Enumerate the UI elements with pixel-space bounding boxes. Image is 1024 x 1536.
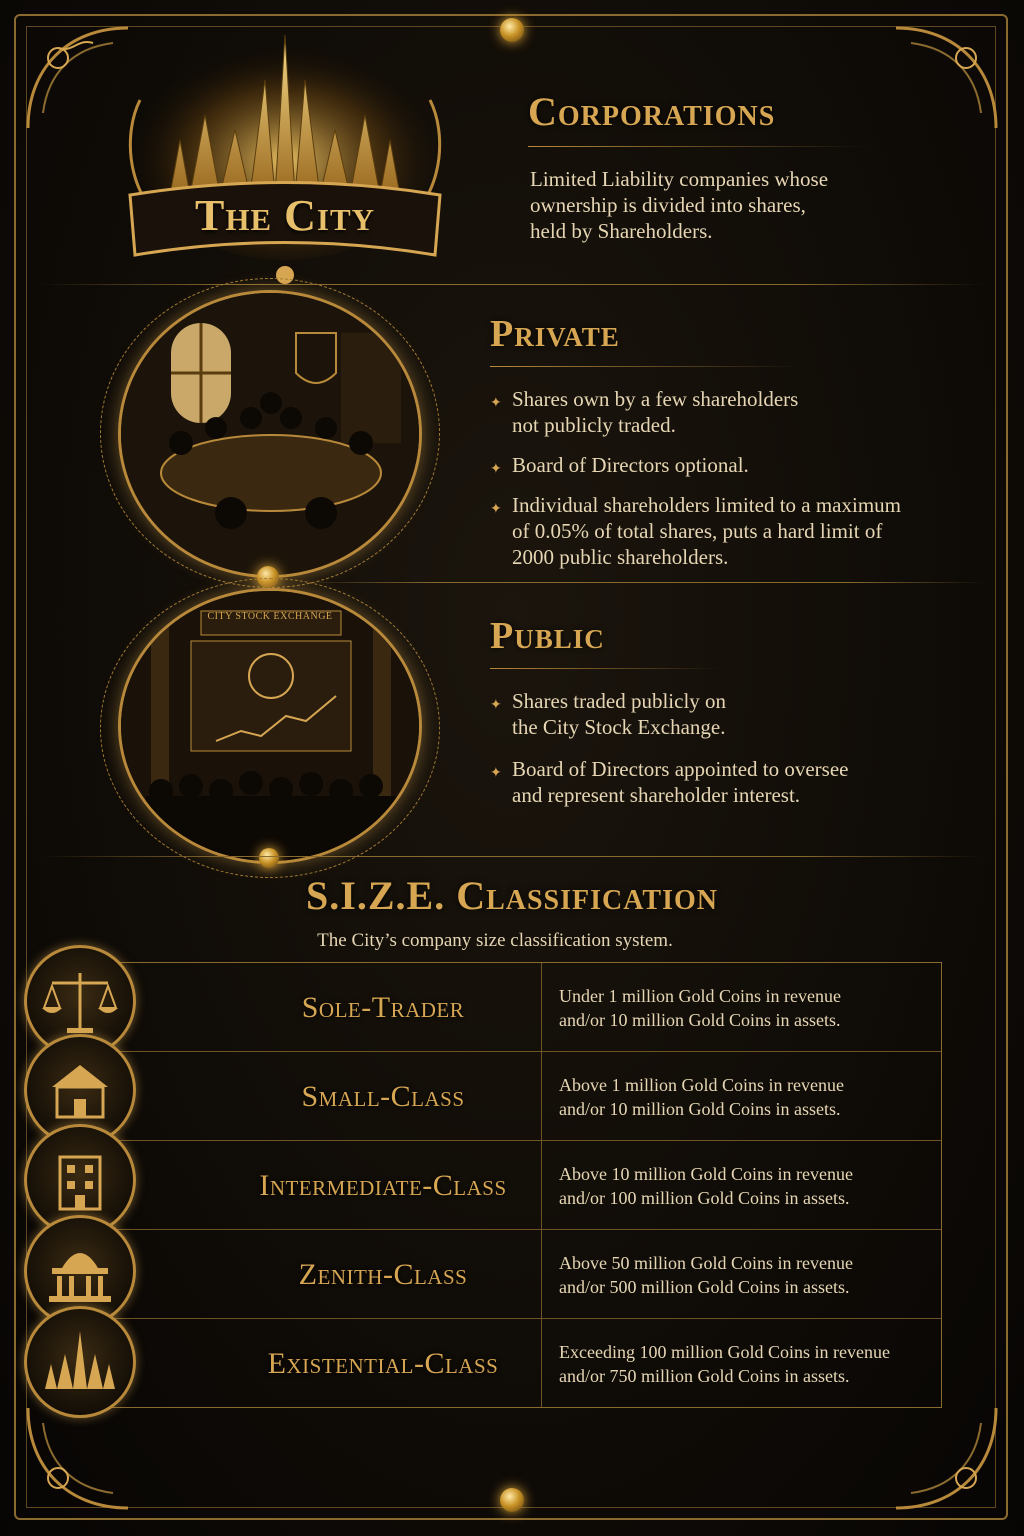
bullet-line: of 0.05% of total shares, puts a hard limit of xyxy=(512,519,883,543)
corporations-description xyxy=(530,166,828,244)
public-heading: Public xyxy=(490,615,605,657)
description-line: Under 1 million Gold Coins in revenue xyxy=(559,985,841,1006)
description-line: and/or 10 million Gold Coins in assets. xyxy=(559,1098,841,1119)
class-name: Existential-Class xyxy=(267,1346,499,1380)
list-item xyxy=(490,756,960,808)
private-underline xyxy=(490,366,800,367)
description-line: and/or 10 million Gold Coins in assets. xyxy=(559,1009,841,1030)
class-name: Small-Class xyxy=(301,1079,465,1113)
bullet-line: 2000 public shareholders. xyxy=(512,545,729,569)
corporations-underline xyxy=(528,146,868,147)
list-item xyxy=(490,492,960,570)
section-divider xyxy=(40,856,984,857)
bullet-line: Board of Directors appointed to oversee xyxy=(512,757,849,781)
description-line: Above 10 million Gold Coins in revenue xyxy=(559,1163,853,1184)
description-line: held by Shareholders. xyxy=(530,219,713,243)
diamond-bullet-icon: ✦ xyxy=(490,502,502,517)
table-row xyxy=(77,1230,941,1319)
diamond-bullet-icon: ✦ xyxy=(490,766,502,781)
bullet-line: and represent shareholder interest. xyxy=(512,783,801,807)
class-name: Sole-Trader xyxy=(301,990,465,1024)
class-description xyxy=(559,1141,939,1230)
diamond-bullet-icon: ✦ xyxy=(490,462,502,477)
connector-gem-icon xyxy=(259,848,279,868)
the-city-emblem xyxy=(110,20,460,290)
description-line: and/or 750 million Gold Coins in assets. xyxy=(559,1365,850,1386)
description-line: ownership is divided into shares, xyxy=(530,193,806,217)
class-description xyxy=(559,1319,939,1408)
bullet-line: Shares own by a few shareholders xyxy=(512,387,799,411)
bullet-line: the City Stock Exchange. xyxy=(512,715,726,739)
exchange-medallion xyxy=(118,588,422,864)
size-heading: S.I.Z.E. Classification xyxy=(306,873,718,918)
diamond-bullet-icon: ✦ xyxy=(490,396,502,411)
list-item xyxy=(490,688,960,740)
corner-flourish-icon xyxy=(886,1398,1006,1518)
section-divider xyxy=(300,582,984,583)
description-line: Above 50 million Gold Coins in revenue xyxy=(559,1252,853,1273)
table-row xyxy=(77,1141,941,1230)
bullet-line: Shares traded publicly on xyxy=(512,689,727,713)
bullet-line: Individual shareholders limited to a maximum xyxy=(512,493,902,517)
table-row xyxy=(77,1319,941,1408)
corporations-heading: Corporations xyxy=(528,89,776,134)
public-bullet-list xyxy=(490,688,960,808)
bullet-line: not publicly traded. xyxy=(512,413,676,437)
table-row xyxy=(77,963,941,1052)
description-line: Above 1 million Gold Coins in revenue xyxy=(559,1074,844,1095)
exchange-sign: CITY STOCK EXCHANGE xyxy=(207,611,333,622)
list-item xyxy=(490,452,960,478)
description-line: and/or 500 million Gold Coins in assets. xyxy=(559,1276,850,1297)
list-item xyxy=(490,386,960,438)
class-description xyxy=(559,1052,939,1141)
class-name: Zenith-Class xyxy=(298,1257,468,1291)
size-classification-table xyxy=(76,962,942,1408)
city-spires-icon xyxy=(24,1306,136,1418)
private-bullet-list xyxy=(490,386,960,570)
bullet-line: Board of Directors optional. xyxy=(512,453,749,477)
top-gem-icon xyxy=(500,18,524,42)
public-underline xyxy=(490,668,720,669)
corner-flourish-icon xyxy=(886,18,1006,138)
banner-title: The City xyxy=(194,191,376,240)
size-subtitle: The City’s company size classification system. xyxy=(317,930,673,951)
bottom-gem-icon xyxy=(500,1488,524,1512)
description-line: Exceeding 100 million Gold Coins in revenue xyxy=(559,1341,890,1362)
boardroom-medallion xyxy=(118,290,422,578)
description-line: Limited Liability companies whose xyxy=(530,167,829,191)
stock-exchange-scene-icon xyxy=(121,591,421,863)
class-name: Intermediate-Class xyxy=(259,1168,507,1202)
table-row xyxy=(77,1052,941,1141)
diamond-bullet-icon: ✦ xyxy=(490,698,502,713)
class-description xyxy=(559,1230,939,1319)
class-description xyxy=(559,963,939,1052)
section-divider xyxy=(40,284,984,285)
private-heading: Private xyxy=(490,313,620,355)
description-line: and/or 100 million Gold Coins in assets. xyxy=(559,1187,850,1208)
boardroom-scene-icon xyxy=(121,293,421,577)
